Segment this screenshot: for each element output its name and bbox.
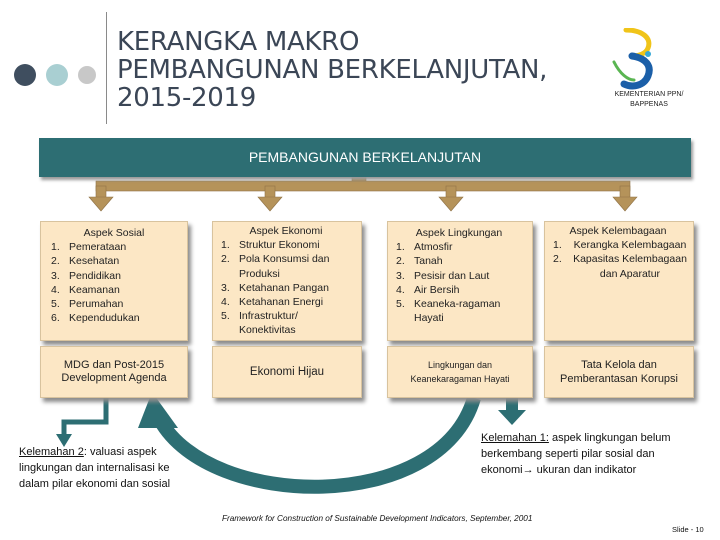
item-text: Pendidikan	[69, 269, 121, 282]
item-text: Pemerataan	[69, 241, 127, 254]
kelemahan-1-label: Kelemahan 1:	[481, 432, 549, 444]
item-number: 6.	[51, 312, 60, 325]
aspek-sosial-title: Aspek Sosial	[83, 227, 145, 239]
item-text: Ketahanan Pangan	[239, 281, 329, 294]
right-arrow-icon: →	[522, 464, 534, 476]
list-item	[547, 238, 689, 252]
list-item	[45, 254, 183, 268]
item-number: 3.	[396, 269, 405, 282]
list-item	[547, 252, 689, 280]
theme-tata-kelola-box	[544, 346, 694, 398]
list-item	[45, 283, 183, 297]
theme-lingkungan-text: Lingkungan dan Keanekaragaman Hayati	[410, 360, 510, 384]
slide-number: Slide - 10	[672, 525, 704, 534]
theme-tata-kelola-text: Tata Kelola dan Pemberantasan Korupsi	[559, 359, 678, 385]
item-text: Kerangka Kelembagaan	[573, 239, 687, 252]
item-number: 1.	[221, 239, 230, 252]
kelemahan-1-text-b: ukuran dan indikator	[533, 464, 637, 476]
aspek-kelembagaan-box	[544, 221, 694, 341]
item-number: 1.	[396, 241, 405, 254]
list-item	[390, 269, 528, 283]
logo-caption-line-2: BAPPENAS	[630, 101, 668, 108]
item-text: Pesisir dan Laut	[414, 269, 490, 282]
item-text: Struktur Ekonomi	[239, 239, 320, 252]
item-number: 4.	[51, 283, 60, 296]
item-number: 4.	[221, 296, 230, 309]
aspek-sosial-box	[40, 221, 188, 341]
list-item	[390, 254, 528, 268]
list-item	[215, 309, 357, 337]
aspek-sosial-list	[45, 240, 183, 325]
list-item	[45, 297, 183, 311]
item-text: Kapasitas Kelembagaan dan Aparatur	[573, 253, 687, 280]
aspek-lingkungan-box	[387, 221, 533, 341]
item-text: Atmosfir	[414, 241, 453, 254]
item-number: 2.	[51, 255, 60, 268]
theme-mdg-box	[40, 346, 188, 398]
item-number: 2.	[396, 255, 405, 268]
theme-mdg-text: MDG dan Post-2015 Development Agenda	[61, 359, 167, 384]
list-item	[390, 283, 528, 297]
theme-ekonomi-hijau-text: Ekonomi Hijau	[249, 366, 325, 378]
item-number: 1.	[51, 241, 60, 254]
item-text: Tanah	[414, 255, 443, 268]
item-text: Air Bersih	[414, 283, 460, 296]
item-text: Kesehatan	[69, 255, 120, 268]
kelemahan-1-text-a: aspek lingkungan belum berkembang seperti pilar sosial dan ekonomi	[481, 432, 671, 476]
list-item	[390, 297, 528, 325]
item-text: Kependudukan	[69, 312, 140, 325]
logo-caption-line-1: KEMENTERIAN PPN/	[614, 91, 684, 98]
list-item	[215, 238, 357, 252]
item-number: 5.	[221, 310, 230, 323]
kelemahan-2-label: Kelemahan 2	[19, 446, 84, 458]
item-text: Infrastruktur/ Konektivitas	[239, 310, 298, 337]
list-item	[390, 240, 528, 254]
item-number: 2.	[553, 253, 562, 266]
kelemahan-2-note	[19, 444, 199, 492]
list-item	[45, 311, 183, 325]
aspek-lingkungan-list	[390, 240, 528, 325]
item-number: 2.	[221, 253, 230, 266]
title-line-1: KERANGKA MAKRO	[117, 27, 360, 57]
theme-ekonomi-hijau-box	[212, 346, 362, 398]
item-text: Ketahanan Energi	[239, 296, 324, 309]
kelemahan-2-text: : valuasi aspek lingkungan dan internalisasi ke dalam pilar ekonomi dan sosial	[19, 446, 171, 490]
aspek-ekonomi-box	[212, 221, 362, 341]
item-number: 5.	[51, 298, 60, 311]
item-text: Perumahan	[69, 298, 124, 311]
item-text: Keamanan	[69, 283, 120, 296]
aspek-lingkungan-title: Aspek Lingkungan	[415, 227, 503, 239]
source-footnote: Framework for Construction of Sustainable Development Indicators, September, 2001	[222, 514, 533, 523]
item-text: Keaneka-ragaman Hayati	[414, 298, 501, 325]
item-text: Pola Konsumsi dan Produksi	[239, 253, 330, 280]
item-number: 5.	[396, 298, 405, 311]
list-item	[45, 269, 183, 283]
aspek-ekonomi-list	[215, 238, 357, 337]
aspek-ekonomi-title: Aspek Ekonomi	[249, 225, 323, 237]
list-item	[215, 281, 357, 295]
aspek-kelembagaan-title: Aspek Kelembagaan	[569, 225, 667, 237]
list-item	[45, 240, 183, 254]
item-number: 3.	[221, 281, 230, 294]
list-item	[215, 252, 357, 280]
item-number: 3.	[51, 269, 60, 282]
list-item	[215, 295, 357, 309]
title-line-3: 2015-2019	[117, 83, 257, 113]
item-number: 4.	[396, 283, 405, 296]
theme-lingkungan-box	[387, 346, 533, 398]
kelemahan-1-note	[481, 430, 681, 478]
banner-pembangunan-berkelanjutan: PEMBANGUNAN BERKELANJUTAN	[39, 138, 691, 177]
aspek-kelembagaan-list	[547, 238, 689, 281]
item-number: 1.	[553, 239, 562, 252]
title-line-2: PEMBANGUNAN BERKELANJUTAN,	[117, 55, 548, 85]
